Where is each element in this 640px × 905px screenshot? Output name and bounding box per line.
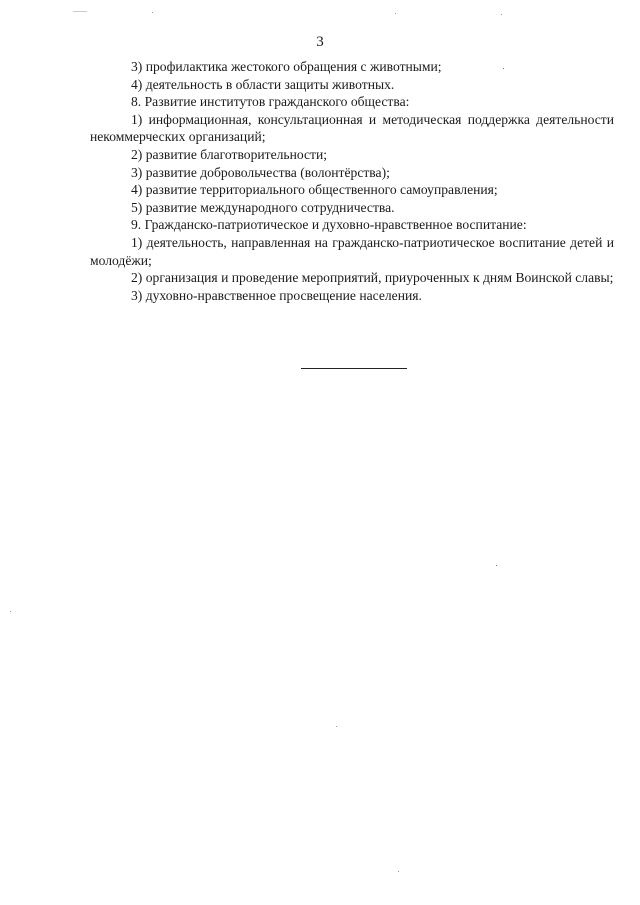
list-item: 2) развитие благотворительности; [131, 146, 328, 162]
list-item: 4) развитие территориального общественного самоуправления; [131, 182, 498, 198]
scan-speck [503, 68, 504, 69]
closing-divider-line [301, 368, 407, 369]
list-item: 2) организация и проведение мероприятий, приуроченных к дням Воинской славы; [131, 270, 614, 286]
list-item: 4) деятельность в области защиты животных. [131, 76, 395, 92]
section-heading: 9. Гражданско-патриотическое и духовно-нравственное воспитание: [131, 217, 527, 233]
scan-speck [336, 726, 337, 727]
list-item: 1) информационная, консультационная и методическая поддержка деятельности некоммерческих организаций; [90, 111, 614, 145]
scan-speck [496, 565, 497, 566]
list-item: 3) развитие добровольчества (волонтёрства); [131, 164, 390, 180]
page-number: 3 [316, 34, 324, 50]
section-heading: 8. Развитие институтов гражданского общества: [131, 94, 410, 110]
scan-speck [398, 871, 399, 872]
list-item: 3) профилактика жестокого обращения с животными; [131, 59, 442, 74]
list-item: 1) деятельность, направленная на гражданско-патриотическое воспитание детей и молодёжи; [90, 234, 614, 268]
scan-speck [152, 12, 153, 13]
scan-speck [10, 611, 11, 612]
scan-speck [73, 11, 87, 12]
scan-speck [501, 14, 502, 15]
list-item: 3) духовно-нравственное просвещение населения. [131, 287, 422, 303]
scan-speck [395, 13, 396, 14]
document-body [90, 58, 614, 304]
list-item: 5) развитие международного сотрудничества. [131, 199, 395, 215]
